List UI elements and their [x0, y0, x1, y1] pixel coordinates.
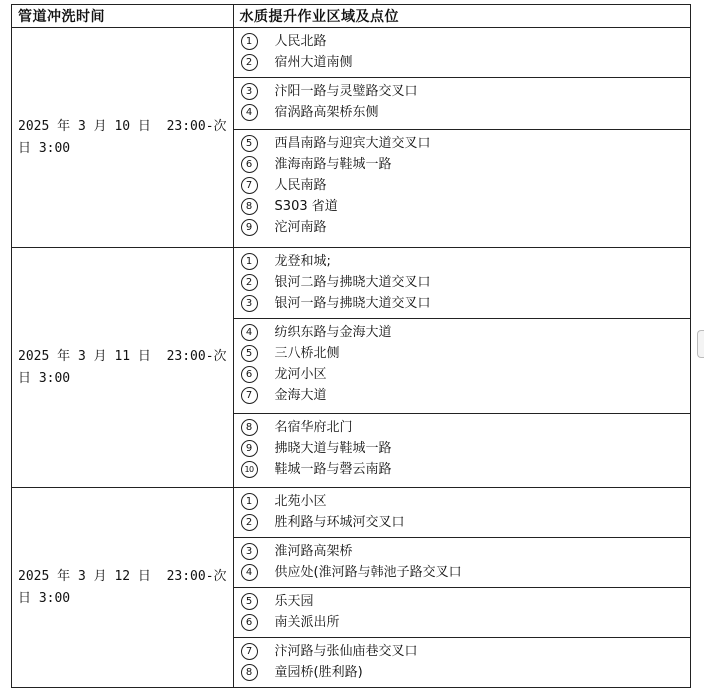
area-point-item: [241, 417, 690, 438]
point-location-text: 宿涡路高架桥东侧: [274, 105, 379, 120]
flush-time-cell: [12, 248, 234, 488]
point-number-badge: 1: [241, 253, 258, 270]
point-location-text: 淮河路高架桥: [274, 544, 353, 559]
area-point-item: [241, 322, 690, 343]
area-point-item: [241, 612, 690, 633]
point-number-badge: 2: [241, 274, 258, 291]
point-number-badge: 8: [241, 198, 258, 215]
point-number-badge: 2: [241, 514, 258, 531]
point-location-text: 汴河路与张仙庙巷交叉口: [274, 644, 418, 659]
area-group-cell: [233, 78, 690, 130]
point-number-badge: 6: [241, 614, 258, 631]
area-group-cell: [233, 538, 690, 588]
point-location-text: 胜利路与环城河交叉口: [274, 515, 405, 530]
flush-time-start: 2025 年 3 月 10 日 23:00-次: [18, 118, 227, 134]
schedule-row: [12, 28, 691, 78]
area-point-item: [241, 591, 690, 612]
point-number-badge: 6: [241, 156, 258, 173]
flush-time-start: 2025 年 3 月 12 日 23:00-次: [18, 568, 227, 584]
schedule-row: [12, 488, 691, 538]
point-number-badge: 5: [241, 593, 258, 610]
area-point-item: [241, 133, 690, 154]
area-point-item: [241, 217, 690, 238]
area-point-item: [241, 438, 690, 459]
point-location-text: 三八桥北侧: [274, 346, 340, 361]
point-number-badge: 8: [241, 419, 258, 436]
point-location-text: 西昌南路与迎宾大道交叉口: [274, 136, 431, 151]
flush-time-end: 日 3:00: [18, 370, 71, 386]
area-point-item: [241, 154, 690, 175]
point-location-text: 沱河南路: [274, 220, 327, 235]
point-location-text: 金海大道: [274, 388, 327, 403]
point-number-badge: 5: [241, 135, 258, 152]
point-location-text: 纺织东路与金海大道: [274, 325, 392, 340]
area-point-item: [241, 31, 690, 52]
flush-time-end: 日 3:00: [18, 590, 71, 606]
point-number-badge: 7: [241, 643, 258, 660]
area-point-item: [241, 541, 690, 562]
point-location-text: 宿州大道南侧: [274, 55, 353, 70]
point-number-badge: 1: [241, 493, 258, 510]
point-number-badge: 10: [241, 461, 258, 478]
point-location-text: 童园桥(胜利路): [274, 665, 363, 680]
point-number-badge: 3: [241, 83, 258, 100]
point-location-text: 银河一路与拂晓大道交叉口: [274, 296, 431, 311]
point-number-badge: 3: [241, 295, 258, 312]
area-group-cell: [233, 588, 690, 638]
point-location-text: 龙登和城;: [274, 254, 331, 269]
point-location-text: 人民南路: [274, 178, 327, 193]
point-location-text: 淮海南路与鞋城一路: [274, 157, 392, 172]
point-number-badge: 7: [241, 177, 258, 194]
point-location-text: 银河二路与拂晓大道交叉口: [274, 275, 431, 290]
point-location-text: 供应处(淮河路与韩池子路交叉口: [274, 565, 462, 580]
area-point-item: [241, 175, 690, 196]
point-number-badge: 1: [241, 33, 258, 50]
area-point-item: [241, 641, 690, 662]
point-number-badge: 2: [241, 54, 258, 71]
header-row: [12, 5, 691, 28]
area-group-cell: [233, 414, 690, 488]
point-number-badge: 4: [241, 104, 258, 121]
flush-time-end: 日 3:00: [18, 140, 71, 156]
area-group-cell: [233, 638, 690, 688]
flush-time-cell: [12, 488, 234, 688]
area-point-item: [241, 662, 690, 683]
area-column-header: 水质提升作业区域及点位: [233, 5, 690, 28]
flush-schedule-table: [11, 4, 691, 688]
area-point-item: [241, 196, 690, 217]
point-location-text: 人民北路: [274, 34, 327, 49]
area-point-item: [241, 364, 690, 385]
area-point-item: [241, 459, 690, 480]
point-number-badge: 6: [241, 366, 258, 383]
point-number-badge: 4: [241, 564, 258, 581]
area-point-item: [241, 385, 690, 406]
area-point-item: [241, 52, 690, 73]
point-number-badge: 4: [241, 324, 258, 341]
area-point-item: [241, 343, 690, 364]
point-number-badge: 8: [241, 664, 258, 681]
area-point-item: [241, 251, 690, 272]
area-group-cell: [233, 130, 690, 248]
area-point-item: [241, 293, 690, 314]
point-location-text: 南关派出所: [274, 615, 340, 630]
area-point-item: [241, 562, 690, 583]
point-location-text: 龙河小区: [274, 367, 327, 382]
area-point-item: [241, 102, 690, 123]
point-location-text: 名宿华府北门: [274, 420, 353, 435]
area-group-cell: [233, 248, 690, 319]
point-location-text: 北苑小区: [274, 494, 327, 509]
area-point-item: [241, 491, 690, 512]
point-number-badge: 9: [241, 219, 258, 236]
point-number-badge: 9: [241, 440, 258, 457]
flush-time-start: 2025 年 3 月 11 日 23:00-次: [18, 348, 227, 364]
point-number-badge: 5: [241, 345, 258, 362]
time-column-header: 管道冲洗时间: [12, 5, 234, 28]
schedule-row: [12, 248, 691, 319]
point-location-text: 汴阳一路与灵璧路交叉口: [274, 84, 418, 99]
point-number-badge: 7: [241, 387, 258, 404]
point-location-text: 拂晓大道与鞋城一路: [274, 441, 392, 456]
point-number-badge: 3: [241, 543, 258, 560]
area-point-item: [241, 81, 690, 102]
area-group-cell: [233, 488, 690, 538]
point-location-text: 鞋城一路与磬云南路: [274, 462, 392, 477]
flush-time-cell: [12, 28, 234, 248]
area-group-cell: [233, 319, 690, 414]
point-location-text: 乐天园: [274, 594, 314, 609]
area-point-item: [241, 512, 690, 533]
side-scroll-tab[interactable]: [697, 330, 704, 358]
point-location-text: S303 省道: [274, 199, 338, 214]
area-group-cell: [233, 28, 690, 78]
area-point-item: [241, 272, 690, 293]
schedule-body: [12, 28, 691, 688]
